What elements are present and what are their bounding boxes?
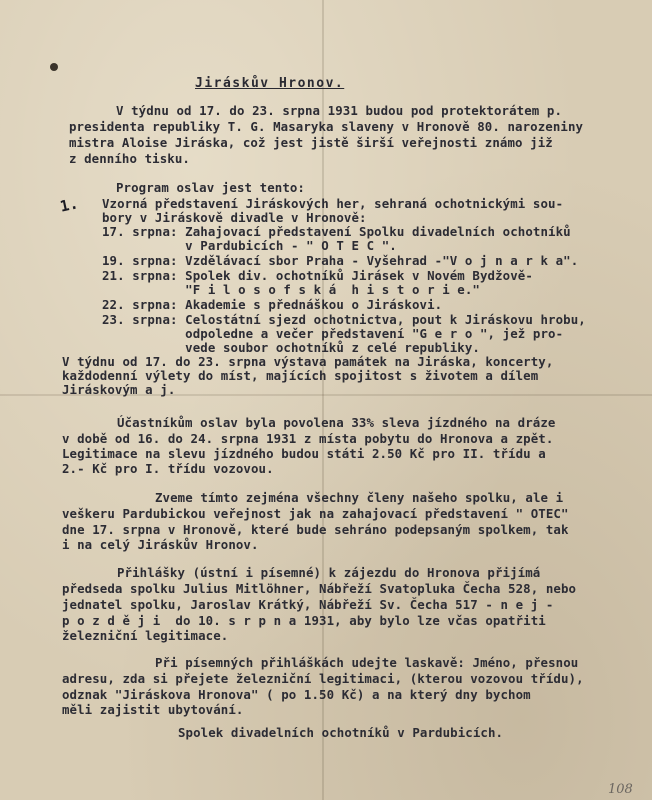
registration-line: jednatel spolku, Jaroslav Krátký, Nábřeží Sv. Čecha 517 - n e j - <box>62 597 554 612</box>
discount-line: 2.- Kč pro I. třídu vozovou. <box>62 461 274 476</box>
program-line: vede soubor ochotníků z celé republiky. <box>102 340 480 355</box>
registration-line: železniční legitimace. <box>62 628 229 643</box>
signature: Spolek divadelních ochotníků v Pardubicích. <box>178 725 504 740</box>
program-line: bory v Jiráskově divadle v Hronově: <box>102 210 367 225</box>
week-note-line: každodenní výlety do míst, majících spojitost s životem a dílem <box>62 368 539 383</box>
registration-line: Přihlášky (ústní i písemné) k zájezdu do Hronova přijímá <box>117 565 541 580</box>
program-line: 23. srpna: Celostátní sjezd ochotnictva, pout k Jiráskovu hrobu, <box>102 312 586 327</box>
program-line: 19. srpna: Vzdělávací sbor Praha - Vyšehrad -"V o j n a r k a". <box>102 253 579 268</box>
handwritten-marker: 1. <box>58 194 80 216</box>
intro-line: z denního tisku. <box>69 151 190 166</box>
program-line: 22. srpna: Akademie s přednáškou o Jiráskovi. <box>102 297 443 312</box>
punch-hole <box>50 63 58 71</box>
program-line: Vzorná představení Jiráskových her, sehraná ochotnickými sou- <box>102 196 564 211</box>
invitation-line: i na celý Jiráskův Hronov. <box>62 537 259 552</box>
invitation-line: Zveme tímto zejména všechny členy našeho spolku, ale i <box>155 490 564 505</box>
registration-line: předseda spolku Julius Mitlöhner, Nábřeží Svatopluka Čecha 528, nebo <box>62 581 577 596</box>
week-note-line: Jiráskovým a j. <box>62 382 176 397</box>
intro-line: presidenta republiky T. G. Masaryka slaveny v Hronově 80. narozeniny <box>69 119 584 134</box>
invitation-line: dne 17. srpna v Hronově, které bude sehráno podepsaným spolkem, tak <box>62 522 569 537</box>
week-note-line: V týdnu od 17. do 23. srpna výstava památek na Jiráska, koncerty, <box>62 354 554 369</box>
written-request-line: Při písemných přihláškách udejte laskavě: Jméno, přesnou <box>155 655 579 670</box>
registration-line: p o z d ě j i do 10. s r p n a 1931, aby bylo lze včas opatřiti <box>62 613 546 628</box>
program-line: odpoledne a večer představení "G e r o ", jež pro- <box>102 326 564 341</box>
program-line: v Pardubicích - " O T E C ". <box>102 238 397 253</box>
written-request-line: měli zajistit ubytování. <box>62 702 244 717</box>
discount-line: Legitimace na slevu jízdného budou státi 2.50 Kč pro II. třídu a <box>62 446 546 461</box>
discount-line: v době od 16. do 24. srpna 1931 z místa pobytu do Hronova a zpět. <box>62 431 554 446</box>
invitation-line: veškeru Pardubickou veřejnost jak na zahajovací představení " OTEC" <box>62 506 569 521</box>
program-heading: Program oslav jest tento: <box>116 180 305 195</box>
written-request-line: odznak "Jiráskova Hronova" ( po 1.50 Kč) a na který dny bychom <box>62 687 531 702</box>
page-number: 108 <box>608 782 633 797</box>
intro-line: mistra Aloise Jiráska, což jest jistě širší veřejnosti známo již <box>69 135 553 150</box>
program-line: "F i l o s o f s k á h i s t o r i e." <box>102 282 480 297</box>
program-line: 21. srpna: Spolek div. ochotníků Jirásek v Novém Bydžově- <box>102 268 533 283</box>
discount-line: Účastníkům oslav byla povolena 33% sleva jízdného na dráze <box>117 415 556 430</box>
written-request-line: adresu, zda si přejete železniční legitimaci, (kterou vozovou třídu), <box>62 671 584 686</box>
program-line: 17. srpna: Zahajovací představení Spolku divadelních ochotníků <box>102 224 571 239</box>
document-title: Jiráskův Hronov. <box>195 76 345 91</box>
intro-line: V týdnu od 17. do 23. srpna 1931 budou pod protektorátem p. <box>116 103 563 118</box>
